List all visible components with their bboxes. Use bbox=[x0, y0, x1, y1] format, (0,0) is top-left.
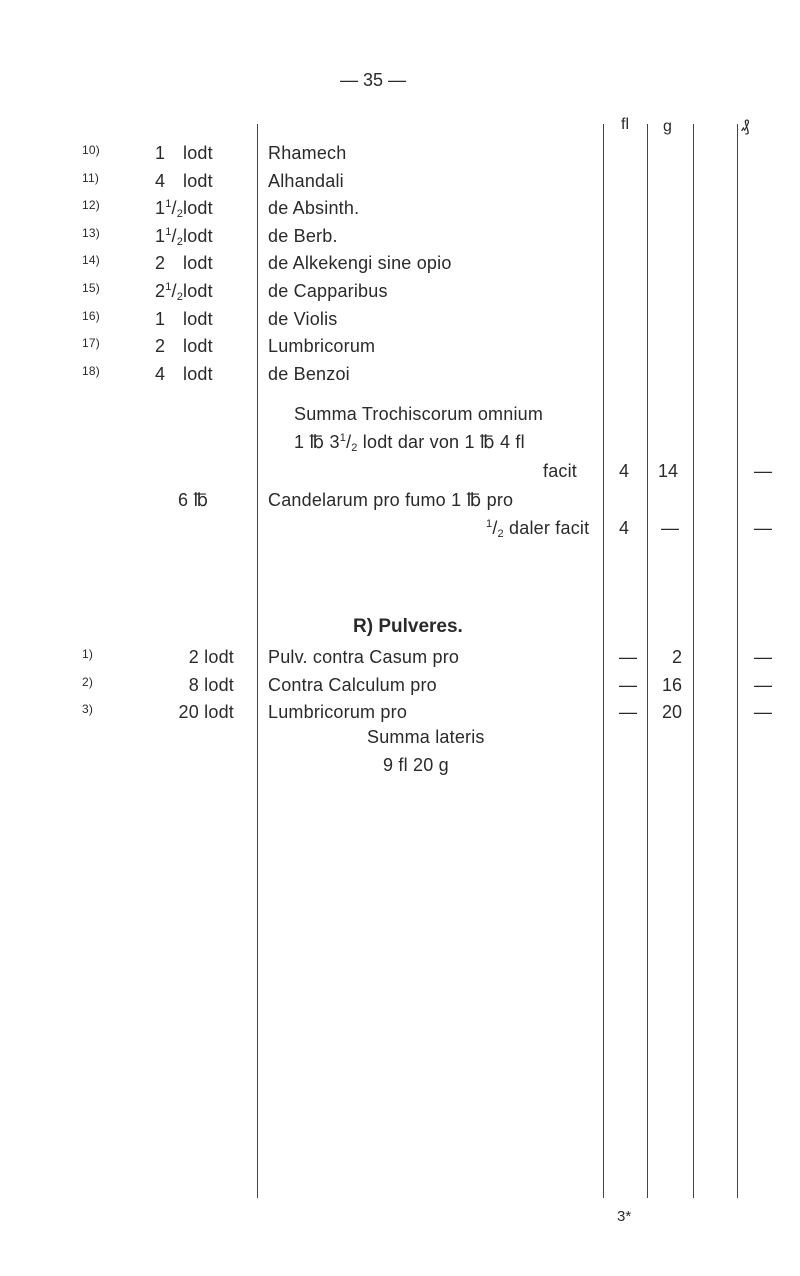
item-name: Contra Calculum pro bbox=[268, 675, 437, 695]
candelarum-d: — bbox=[754, 518, 772, 538]
unit: lodt bbox=[183, 253, 213, 273]
summa-trochisc-facit: facit bbox=[543, 461, 578, 481]
column-header-g: g bbox=[663, 118, 672, 135]
quantity: 8 lodt bbox=[188, 675, 234, 695]
footnote-marker: 14) bbox=[82, 253, 100, 267]
footnote-marker: 12) bbox=[82, 198, 100, 212]
unit: lodt bbox=[183, 171, 213, 191]
candelarum-line1: Candelarum pro fumo 1 ℔ pro bbox=[268, 490, 514, 510]
footnote-marker: 18) bbox=[82, 364, 100, 378]
amount-fl: — bbox=[619, 675, 637, 695]
item-name: Lumbricorum bbox=[268, 336, 376, 356]
unit: lodt bbox=[183, 198, 213, 218]
item-name: de Violis bbox=[268, 309, 338, 329]
footnote-marker: 13) bbox=[82, 226, 100, 240]
summa-trochisc-g: 14 bbox=[658, 461, 679, 481]
rule-left bbox=[257, 124, 258, 1198]
footnote-marker: 3) bbox=[82, 702, 94, 716]
item-name: Rhamech bbox=[268, 143, 347, 163]
unit: lodt bbox=[183, 309, 213, 329]
footnote-marker: 16) bbox=[82, 309, 100, 323]
rule-right bbox=[737, 124, 738, 1198]
candelarum-qty: 6 ℔ bbox=[178, 490, 209, 510]
candelarum-line2: $^1/_2$ daler facit bbox=[486, 518, 590, 540]
quantity: $1^1/_2$ bbox=[155, 226, 184, 248]
quantity: $1^1/_2$ bbox=[155, 198, 184, 220]
rule-fl-g bbox=[647, 124, 648, 1198]
item-name: Alhandali bbox=[268, 171, 344, 191]
item-name: Lumbricorum pro bbox=[268, 702, 408, 722]
amount-g: 2 bbox=[671, 647, 682, 667]
footnote-marker: 15) bbox=[82, 281, 100, 295]
summa-trochisc-d: — bbox=[754, 461, 772, 481]
column-header-fl: fl bbox=[621, 116, 629, 133]
summa-trochisc-line1: Summa Trochiscorum omnium bbox=[294, 404, 544, 424]
footnote-marker: 11) bbox=[82, 171, 100, 185]
unit: lodt bbox=[183, 336, 213, 356]
summa-trochisc-fl: 4 bbox=[619, 461, 630, 481]
quantity: 1 bbox=[155, 309, 166, 329]
quantity: 20 lodt bbox=[178, 702, 234, 722]
rule-fl-left bbox=[603, 124, 604, 1198]
amount-fl: — bbox=[619, 702, 637, 722]
amount-g: 20 bbox=[661, 702, 682, 722]
quantity: 2 bbox=[155, 336, 166, 356]
quantity: $2^1/_2$ bbox=[155, 281, 184, 303]
item-name: de Absinth. bbox=[268, 198, 360, 218]
item-name: Pulv. contra Casum pro bbox=[268, 647, 460, 667]
summa-trochisc-line2: 1 ℔ $3^1/_2$ lodt dar von 1 ℔ 4 fl bbox=[294, 432, 525, 454]
quantity: 2 bbox=[155, 253, 166, 273]
item-name: de Alkekengi sine opio bbox=[268, 253, 452, 273]
amount-d: — bbox=[754, 647, 772, 667]
unit: lodt bbox=[183, 281, 213, 301]
rule-g-d bbox=[693, 124, 694, 1198]
candelarum-fl: 4 bbox=[619, 518, 630, 538]
candelarum-g: — bbox=[661, 518, 679, 538]
item-name: de Benzoi bbox=[268, 364, 350, 384]
footnote-marker: 10) bbox=[82, 143, 100, 157]
quantity: 4 bbox=[155, 364, 166, 384]
amount-d: — bbox=[754, 702, 772, 722]
section-heading-pulveres: R) Pulveres. bbox=[353, 616, 463, 637]
quantity: 1 bbox=[155, 143, 166, 163]
unit: lodt bbox=[183, 226, 213, 246]
quantity: 2 lodt bbox=[188, 647, 234, 667]
unit: lodt bbox=[183, 143, 213, 163]
column-header-d: ₰ bbox=[741, 118, 750, 135]
item-name: de Capparibus bbox=[268, 281, 388, 301]
footnote-marker: 1) bbox=[82, 647, 94, 661]
quantity: 4 bbox=[155, 171, 166, 191]
summa-lateris-line2: 9 fl 20 g bbox=[383, 755, 449, 775]
amount-g: 16 bbox=[661, 675, 682, 695]
unit: lodt bbox=[183, 364, 213, 384]
item-name: de Berb. bbox=[268, 226, 338, 246]
summa-lateris-line1: Summa lateris bbox=[367, 727, 485, 747]
footnote-marker: 2) bbox=[82, 675, 94, 689]
page-number: — 35 — bbox=[340, 70, 407, 90]
signature-mark: 3* bbox=[617, 1208, 632, 1225]
footnote-marker: 17) bbox=[82, 336, 100, 350]
amount-d: — bbox=[754, 675, 772, 695]
amount-fl: — bbox=[619, 647, 637, 667]
